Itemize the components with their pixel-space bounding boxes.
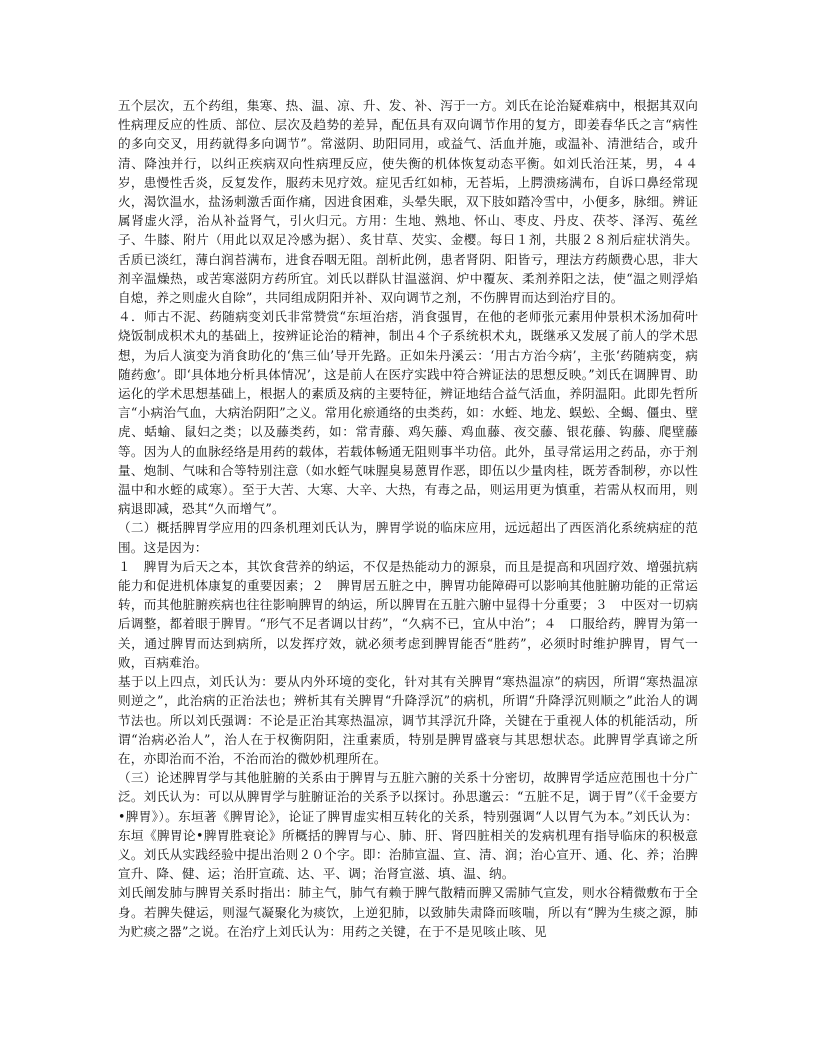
paragraph-4: １ 脾胃为后天之本，其饮食营养的纳运，不仅是热能动力的源泉，而且是提高和巩固疗效、增强抗病能力和促进机体康复的重要因素；２ 脾胃居五脏之中，脾胃功能障碍可以影响其他脏腑功能的正常运转，而其他脏腑疾病也往往影响脾胃的纳运，所以脾胃在五脏六腑中显得十分重要；３ 中医对一切病后调整，都着眼于脾胃。“形气不足者调以甘药”，“久病不已，宜从中治”；４ 口服给药，脾胃为第一关，通过脾胃而达到病所，以发挥疗效，就必须考虑到脾胃能否“胜药”，必须时时维护脾胃，胃气一败，百病难治。 <box>118 558 698 670</box>
paragraph-6: （三）论述脾胃学与其他脏腑的关系由于脾胃与五脏六腑的关系十分密切，故脾胃学适应范围也十分广泛。刘氏认为：可以从脾胃学与脏腑证治的关系予以探讨。孙思邈云：“五脏不足，调于胃”（《千金要方•脾胃》）。东垣著《脾胃论》，论证了脾胃虚实相互转化的关系，特别强调“人以胃气为本。”刘氏认为：东垣《脾胃论•脾胃胜衰论》所概括的脾胃与心、肺、肝、肾四脏相关的发病机理有指导临床的积极意义。刘氏从实践经验中提出治则２０个字。即：治肺宣温、宣、清、润；治心宣开、通、化、养；治脾宣升、降、健、运；治肝宣疏、达、平、调；治肾宣滋、填、温、纳。 <box>118 770 698 882</box>
document-page <box>118 96 698 941</box>
paragraph-1: 五个层次，五个药组，集寒、热、温、凉、升、发、补、泻于一方。刘氏在论治疑难病中，根据其双向性病理反应的性质、部位、层次及趋势的差异，配伍具有双向调节作用的复方，即姜春华氏之言“病性的多向交叉，用药就得多向调节”。常滋阴、助阳同用，或益气、活血并施，或温补、清泄结合，或升清、降浊并行，以纠正疾病双向性病理反应，使失衡的机体恢复动态平衡。如刘氏治汪某，男，４４岁，患慢性舌炎，反复发作，服药未见疗效。症见舌红如柿，无苔垢，上腭溃疡满布，自诉口鼻经常现火，渴饮温水，盐汤刺激舌面作痛，因进食困难，头晕失眠，双下肢如踏冷雪中，小便多，脉细。辨证属肾虚火浮，治从补益肾气，引火归元。方用：生地、熟地、怀山、枣皮、丹皮、茯苓、泽泻、菟丝子、牛膝、附片（用此以双足冷感为据）、炙甘草、芡实、金樱。每日１剂，共服２８剂后症状消失。舌质已淡红，薄白润苔满布，进食吞咽无阻。剖析此例，患者肾阴、阳皆亏，理法方药颇费心思，非大剂辛温燥热，或苦寒滋阴方药所宜。刘氏以群队甘温滋润、炉中覆灰、柔剂养阳之法，使“温之则浮焰自熄，养之则虚火自除”，共同组成阴阳并补、双向调节之剂，不伤脾胃而达到治疗目的。 <box>118 98 698 306</box>
paragraph-7: 刘氏阐发肺与脾胃关系时指出：肺主气，肺气有赖于脾气散精而脾又需肺气宣发，则水谷精微敷布于全身。若脾失健运，则湿气凝聚化为痰饮，上逆犯肺，以致肺失肃降而咳喘，所以有“脾为生痰之源，肺为贮痰之器”之说。在治疗上刘氏认为：用药之关键，在于不是见咳止咳、见 <box>118 885 698 939</box>
paragraph-3: （二）概括脾胃学应用的四条机理刘氏认为，脾胃学说的临床应用，远远超出了西医消化系统病症的范围。这是因为： <box>118 520 698 555</box>
paragraph-5: 基于以上四点，刘氏认为：要从内外环境的变化，针对其有关脾胃“寒热温凉”的病因，所谓“寒热温凉则逆之”，此治病的正治法也；辨析其有关脾胃“升降浮沉”的病机，所谓“升降浮沉则顺之”此治人的调节法也。所以刘氏强调：不论是正治其寒热温凉，调节其浮沉升降，关键在于重视人体的机能活动，所谓“治病必治人”，治人在于权衡阴阳，注重素质，特别是脾胃盛衰与其思想状态。此脾胃学真谛之所在，亦即治而不治，不治而治的微妙机理所在。 <box>118 674 698 766</box>
paragraph-2: ４．师古不泥、药随病变刘氏非常赞赏“东垣治痞，消食强胃，在他的老师张元素用仲景枳术汤加荷叶烧饭制成枳术丸的基础上，按辨证论治的精神，制出４个子系统枳术丸，既继承又发展了前人的学术思想，为后人演变为消食助化的‘焦三仙’导开先路。正如朱丹溪云：‘用古方治今病’，主张‘药随病变，病随药愈’。即‘具体地分析具体情况’，这是前人在医疗实践中符合辨证法的思想反映。”刘氏在调脾胃、助运化的学术思想基础上，根据人的素质及病的主要特征，辨证地结合益气活血，养阴温阳。此即先哲所言“小病治气血，大病治阴阳”之义。常用化瘀通络的虫类药，如：水蛭、地龙、蜈蚣、全蝎、僵虫、壁虎、蛞蝓、鼠妇之类；以及藤类药，如：常青藤、鸡矢藤、鸡血藤、夜交藤、银花藤、钩藤、爬壁藤等。因为人的血脉经络是用药的载体，若载体畅通无阻则事半功倍。此外，虽寻常运用之药品，亦于剂量、炮制、气味和合等特别注意（如水蛭气味腥臭易蒽胃作恶，即伍以少量肉桂，既芳香制秽，亦以性温中和水蛭的咸寒）。至于大苦、大寒、大辛、大热，有毒之品，则运用更为慎重，若需从权而用，则病退即减，恐其“久而增气”。 <box>118 309 698 517</box>
